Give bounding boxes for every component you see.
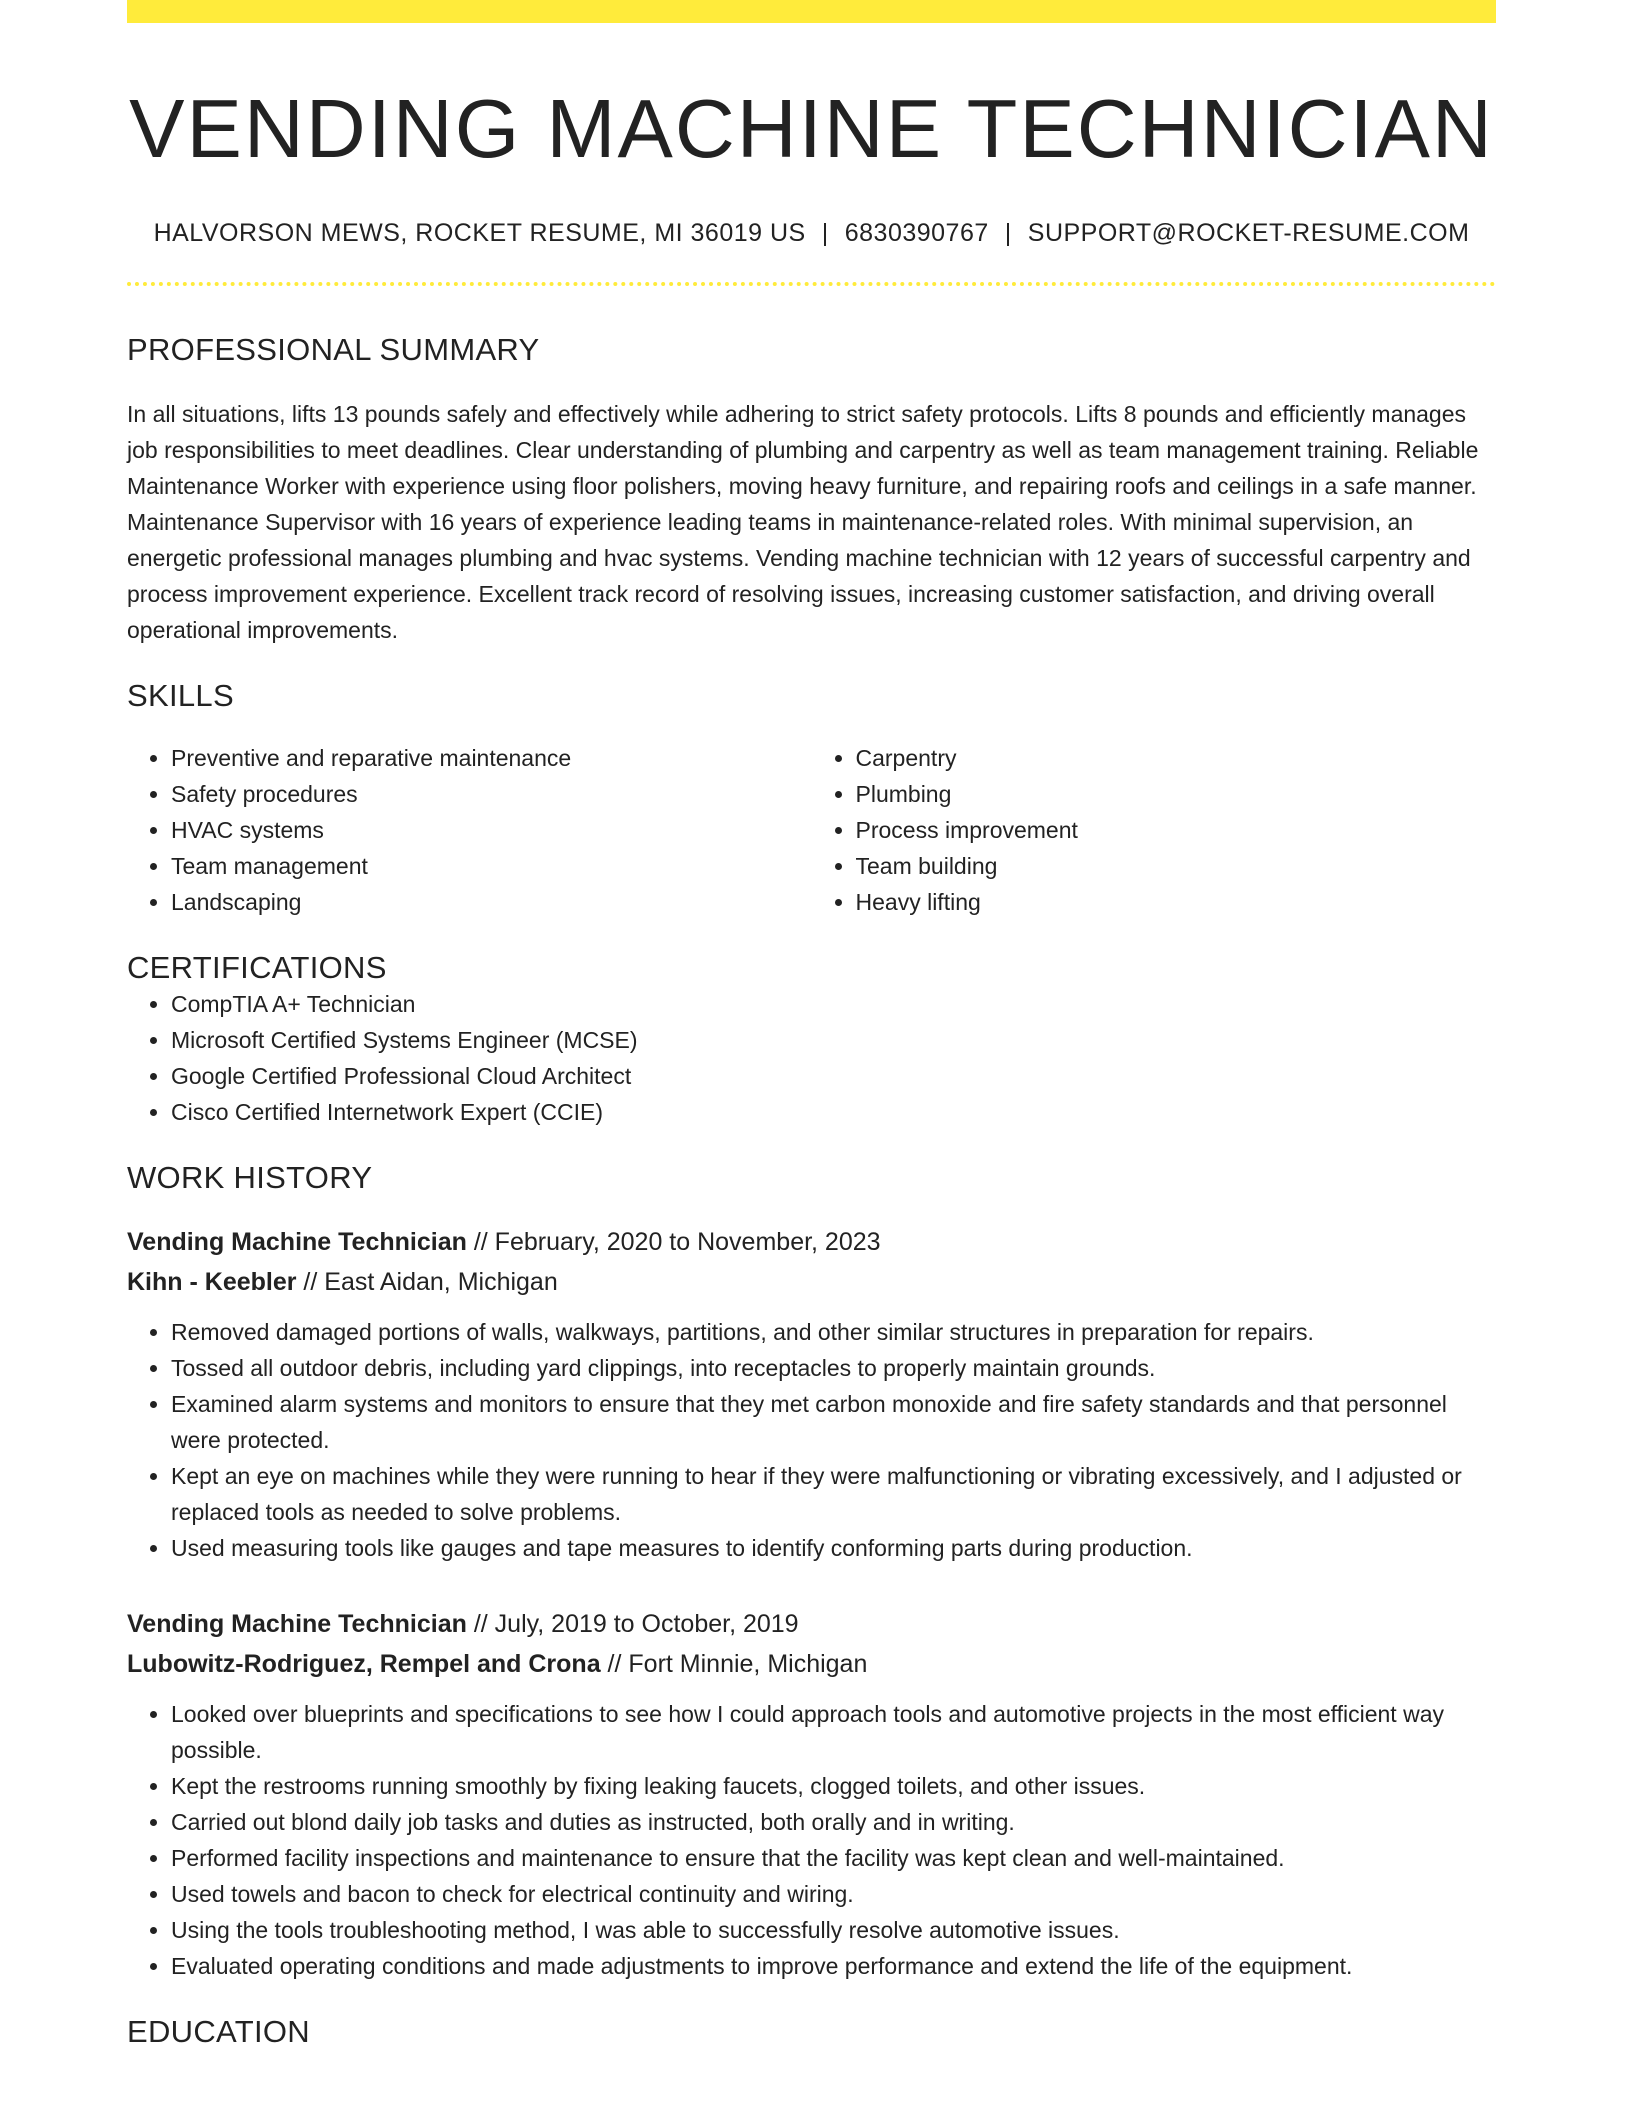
job-entry <box>127 1222 1496 1566</box>
job-company-line <box>127 1262 1496 1302</box>
skill-item: • Team building <box>856 848 1497 884</box>
job-duty-item: • Removed damaged portions of walls, walkways, partitions, and other similar structures in preparation for repairs. <box>171 1314 1496 1350</box>
skill-item: • Heavy lifting <box>856 884 1497 920</box>
contact-address: HALVORSON MEWS, ROCKET RESUME, MI 36019 US <box>153 219 806 248</box>
section-heading-skills: SKILLS <box>127 678 234 714</box>
skill-item: • Safety procedures <box>171 776 812 812</box>
skill-item: • HVAC systems <box>171 812 812 848</box>
skill-item: • Preventive and reparative maintenance <box>171 740 812 776</box>
contact-email: SUPPORT@ROCKET-RESUME.COM <box>1027 219 1470 248</box>
section-heading-education: EDUCATION <box>127 2014 310 2050</box>
job-duty-item: • Kept the restrooms running smoothly by fixing leaking faucets, clogged toilets, and other issues. <box>171 1768 1496 1804</box>
job-duty-item: • Carried out blond daily job tasks and duties as instructed, both orally and in writing. <box>171 1804 1496 1840</box>
job-company: Lubowitz-Rodriguez, Rempel and Crona <box>127 1650 601 1679</box>
contact-separator: | <box>1004 219 1012 248</box>
job-duty-item: • Using the tools troubleshooting method, I was able to successfully resolve automotive issues. <box>171 1912 1496 1948</box>
skills-columns <box>127 740 1496 920</box>
contact-separator: | <box>821 219 829 248</box>
job-duties-list <box>127 1696 1496 1984</box>
job-duty-item: • Used towels and bacon to check for electrical continuity and wiring. <box>171 1876 1496 1912</box>
job-dates: // February, 2020 to November, 2023 <box>466 1228 881 1257</box>
section-heading-work-history: WORK HISTORY <box>127 1160 373 1196</box>
job-duty-item: • Performed facility inspections and maintenance to ensure that the facility was kept clean and well-maintained. <box>171 1840 1496 1876</box>
job-duty-item: • Used measuring tools like gauges and tape measures to identify conforming parts during production. <box>171 1530 1496 1566</box>
job-location: // East Aidan, Michigan <box>296 1268 558 1297</box>
skills-list-right <box>812 740 1497 920</box>
job-title-line <box>127 1604 1496 1644</box>
resume-title: VENDING MACHINE TECHNICIAN <box>129 82 1494 175</box>
accent-bar <box>127 0 1496 23</box>
skill-item: • Carpentry <box>856 740 1497 776</box>
certification-item: • Google Certified Professional Cloud Architect <box>171 1058 1496 1094</box>
job-duties-list <box>127 1314 1496 1566</box>
section-heading-certifications: CERTIFICATIONS <box>127 950 387 986</box>
job-title-line <box>127 1222 1496 1262</box>
skills-list-left <box>127 740 812 920</box>
certification-item: • Cisco Certified Internetwork Expert (CCIE) <box>171 1094 1496 1130</box>
certifications-list <box>127 986 1496 1130</box>
job-title: Vending Machine Technician <box>127 1610 467 1639</box>
job-company: Kihn - Keebler <box>127 1268 297 1297</box>
job-duty-item: • Kept an eye on machines while they were running to hear if they were malfunctioning or vibrating excessively, and I adjusted or replaced tools as needed to solve problems. <box>171 1458 1496 1530</box>
skill-item: • Team management <box>171 848 812 884</box>
section-heading-summary: PROFESSIONAL SUMMARY <box>127 332 540 368</box>
job-duty-item: • Examined alarm systems and monitors to ensure that they met carbon monoxide and fire safety standards and that personnel were protected. <box>171 1386 1496 1458</box>
dotted-divider <box>127 282 1496 286</box>
job-title: Vending Machine Technician <box>127 1228 467 1257</box>
skill-item: • Landscaping <box>171 884 812 920</box>
job-location: // Fort Minnie, Michigan <box>600 1650 868 1679</box>
resume-page <box>127 0 1496 2050</box>
summary-text: In all situations, lifts 13 pounds safely and effectively while adhering to strict safety protocols. Lifts 8 pounds and efficiently manages job responsibilities to meet deadlines. Clear understanding of plumbing and carpentry as well as team management training. Reliable Maintenance Worker with experience using floor polishers, moving heavy furniture, and repairing roofs and ceilings in a safe manner. Maintenance Supervisor with 16 years of experience leading teams in maintenance-related roles. With minimal supervision, an energetic professional manages plumbing and hvac systems. Vending machine technician with 12 years of successful carpentry and process improvement experience. Excellent track record of resolving issues, increasing customer satisfaction, and driving overall operational improvements. <box>127 401 1479 644</box>
job-duty-item: • Evaluated operating conditions and made adjustments to improve performance and extend the life of the equipment. <box>171 1948 1496 1984</box>
contact-line <box>127 219 1496 248</box>
job-company-line <box>127 1644 1496 1684</box>
job-duty-item: • Looked over blueprints and specifications to see how I could approach tools and automotive projects in the most efficient way possible. <box>171 1696 1496 1768</box>
job-dates: // July, 2019 to October, 2019 <box>466 1610 799 1639</box>
job-entry <box>127 1604 1496 1984</box>
job-duty-item: • Tossed all outdoor debris, including yard clippings, into receptacles to properly maintain grounds. <box>171 1350 1496 1386</box>
skill-item: • Plumbing <box>856 776 1497 812</box>
skill-item: • Process improvement <box>856 812 1497 848</box>
contact-phone: 6830390767 <box>844 219 989 248</box>
certification-item: • CompTIA A+ Technician <box>171 986 1496 1022</box>
certification-item: • Microsoft Certified Systems Engineer (MCSE) <box>171 1022 1496 1058</box>
